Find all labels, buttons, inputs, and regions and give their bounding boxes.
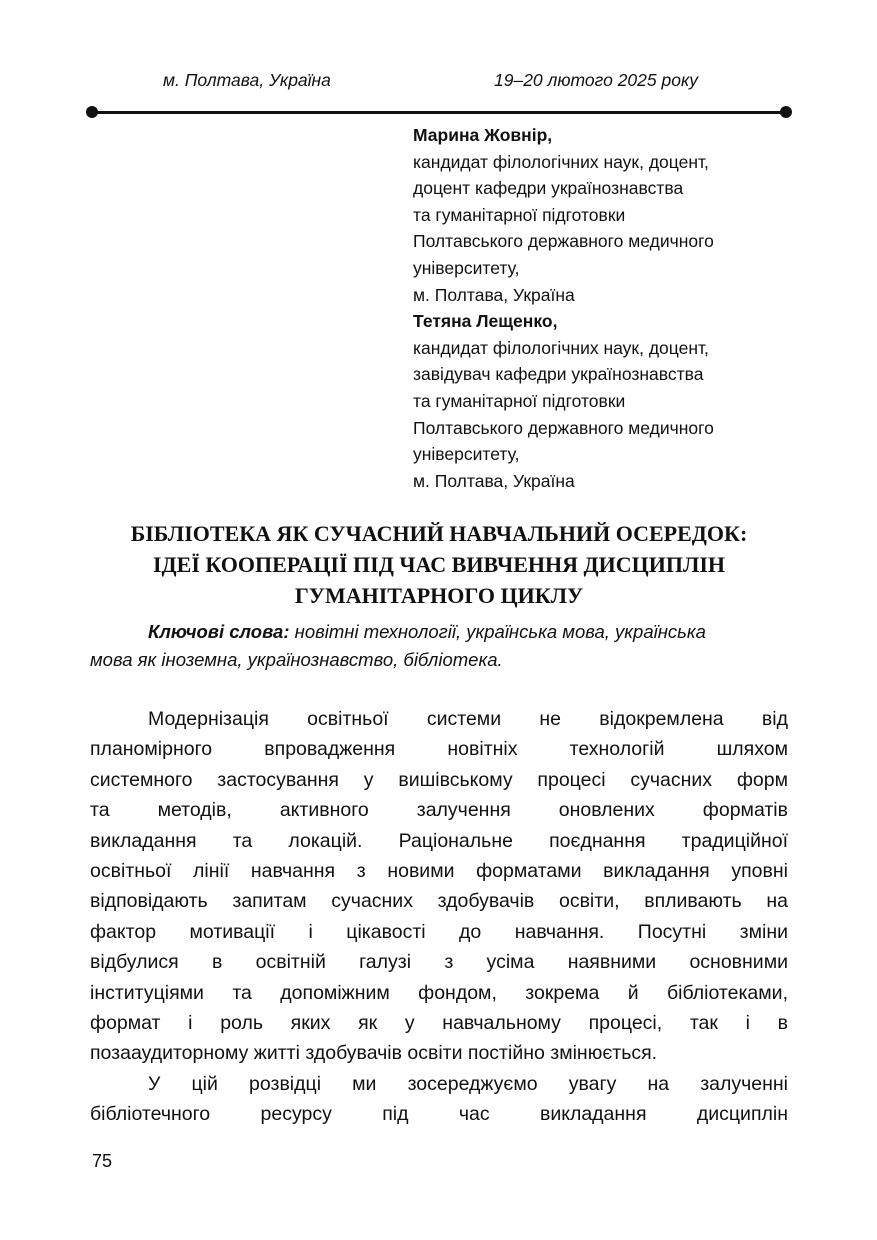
author-affiliation-line: м. Полтава, Україна [413,470,575,491]
title-line: ІДЕЇ КООПЕРАЦІЇ ПІД ЧАС ВИВЧЕННЯ ДИСЦИПЛІН [152,552,726,577]
keywords-text: новітні технології, українська мова, українська [289,621,706,642]
body-line: відповідають запитам сучасних здобувачів освіти, впливають на [90,890,788,913]
body-line: фактор мотивації і цікавості до навчання. Посутні зміни [90,920,788,943]
author-affiliation-line: університету, [413,444,520,465]
body-line: У цій розвідці ми зосереджуємо увагу на залученні [148,1072,788,1095]
body-line: інституціями та допоміжним фондом, зокрема й бібліотеками, [90,981,788,1004]
keywords [90,618,788,674]
body-line: бібліотечного ресурсу під час викладання дисциплін [90,1103,788,1126]
body-line: освітньої лінії навчання з новими форматами викладання уповні [90,860,788,883]
author-1 [413,122,714,308]
body-line: викладання та локацій. Раціональне поєднання традиційної [90,829,788,852]
page-number: 75 [92,1151,113,1171]
author-affiliation-line: завідувач кафедри українознавства [413,364,704,385]
author-affiliation-line: кандидат філологічних наук, доцент, [413,151,709,172]
author-affiliation-line: та гуманітарної підготовки [413,204,626,225]
body-text [90,704,788,1130]
author-affiliation-line: Полтавського державного медичного [413,417,714,438]
author-name: Марина Жовнір, [413,125,553,145]
author-affiliation-line: кандидат філологічних наук, доцент, [413,337,709,358]
author-affiliation-line: доцент кафедри українознавства [413,178,684,199]
authors-block [413,122,714,494]
body-line: відбулися в освітній галузі з усіма наявними основними [90,951,788,974]
author-affiliation-line: Полтавського державного медичного [413,231,714,252]
header-rule [92,111,786,114]
body-line: формат і роль яких як у навчальному процесі, так і в [90,1012,788,1035]
author-2 [413,308,714,494]
body-line: планомірного впровадження новітніх технологій шляхом [90,738,788,761]
body-line: Модернізація освітньої системи не відокремлена від [148,708,788,730]
author-affiliation-line: університету, [413,257,520,278]
author-affiliation-line: та гуманітарної підготовки [413,390,626,411]
rule-endpoint-right [780,106,792,118]
keywords-text: мова як іноземна, українознавство, бібліотека. [90,649,503,670]
author-affiliation-line: м. Полтава, Україна [413,284,575,305]
author-name: Тетяна Лещенко, [413,311,558,332]
title-line: ГУМАНІТАРНОГО ЦИКЛУ [294,583,584,608]
title-line: БІБЛІОТЕКА ЯК СУЧАСНИЙ НАВЧАЛЬНИЙ ОСЕРЕДОК: [130,521,748,546]
body-line: та методів, активного залучення оновлених форматів [90,799,788,822]
header-place: м. Полтава, Україна [163,70,331,90]
body-line: позааудиторному житті здобувачів освіти постійно змінюється. [90,1042,658,1065]
article-title [90,518,788,611]
header-date: 19–20 лютого 2025 року [494,70,698,90]
body-line: системного застосування у вишівському процесі сучасних форм [90,768,788,791]
keywords-label: Ключові слова: [148,621,290,642]
